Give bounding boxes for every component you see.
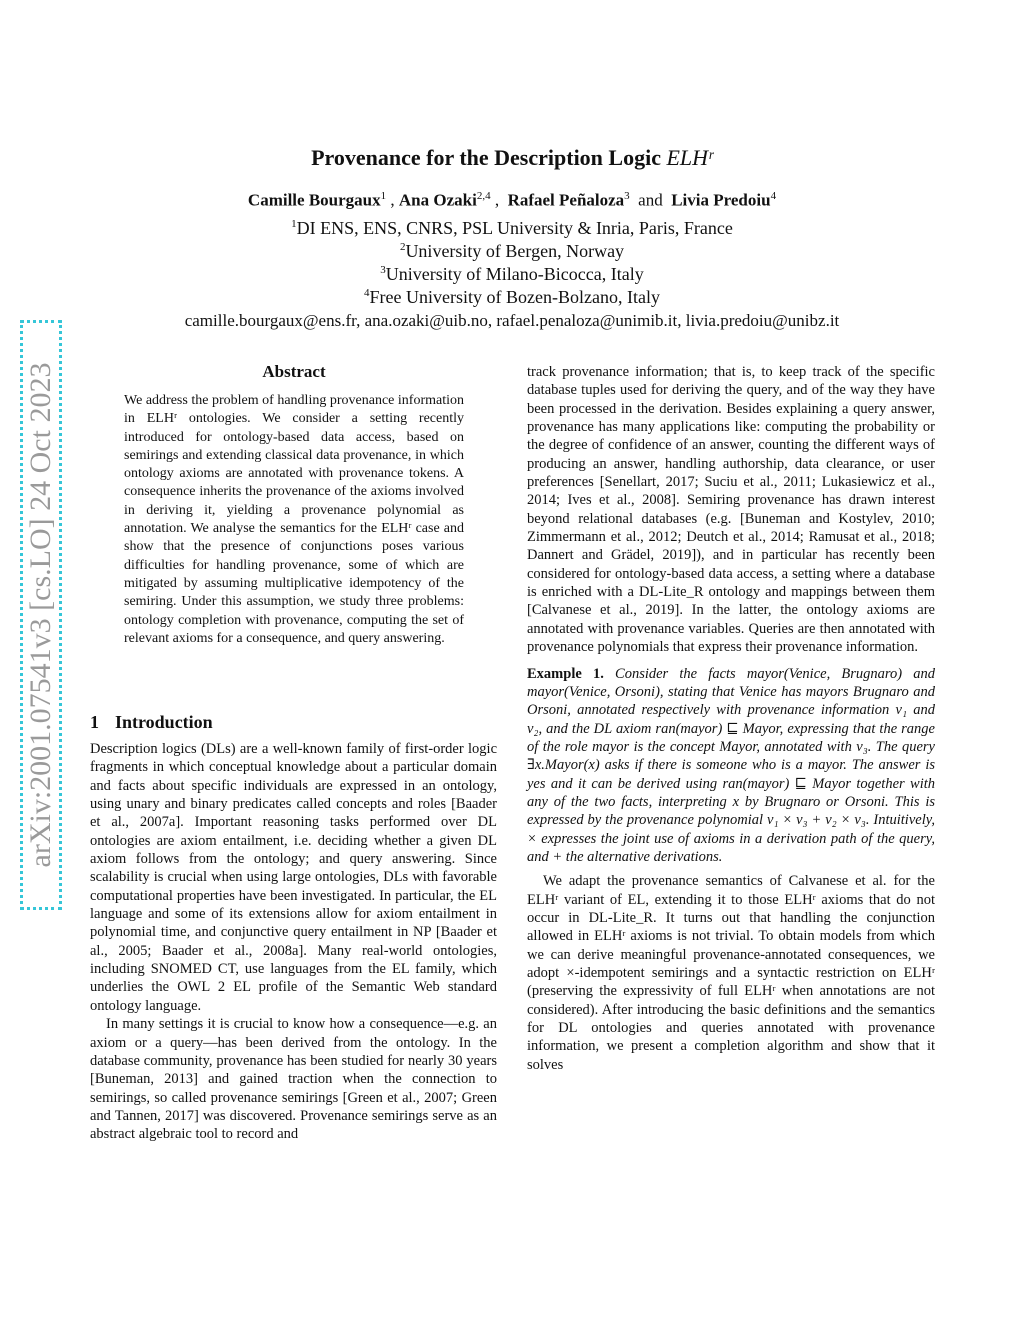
affiliation-sup: 4: [364, 287, 370, 299]
author-name: Livia Predoiu: [671, 190, 771, 210]
author-list: [0, 190, 1024, 211]
paragraph: In many settings it is crucial to know how a consequence—e.g. an axiom or a query—has been derived from the ontology. In the database community, provenance has been studied for nearly 30 years [Buneman, 2013] and gained traction when the connection to semirings, so called provenance semirings [Green et al., 2007; Green and Tannen, 2017] was discovered. Provenance semirings serve as an abstract algebraic tool to record and: [90, 1016, 497, 1143]
right-column: [527, 363, 935, 1074]
left-column: [90, 740, 497, 1144]
paragraph: We adapt the provenance semantics of Calvanese et al. for the ELHʳ variant of EL, extending it to those ELHʳ axioms that do not occur in DL-Lite_R. It turns out that handling the conjunction allowed in ELHʳ axioms is not trivial. To obtain models from which we can derive meaningful provenance-annotated consequences, we adopt ×-idempotent semirings and a syntactic restriction on ELHʳ (preserving the expressivity of full ELHʳ when annotations are not considered). After introducing the basic definitions and the semantics for DL ontologies and queries annotated with provenance information, we present a completion algorithm and show that it solves: [527, 873, 935, 1073]
affiliation-text: DI ENS, ENS, CNRS, PSL University & Inria, Paris, France: [296, 218, 733, 238]
example-text: Consider the facts mayor(Venice, Brugnaro) and mayor(Venice, Orsoni), stating that Venice has mayors Brugnaro and Orsoni, annotated respectively with provenance information v₁ and v₂, and the DL axiom ran(mayor) ⊑ Mayor, expressing that the range of the role mayor is the concept Mayor, annotated with v₃. The query ∃x.Mayor(x) asks if there is someone who is a mayor. The answer is yes and it can be derived using ran(mayor) ⊑ Mayor together with any of the two facts, interpreting x by Brugnaro or Orsoni. This is expressed by the provenance polynomial v₁ × v₃ + v₂ × v₃. Intuitively, × expresses the joint use of axioms in a derivation path of the query, and + the alternative derivations.: [527, 665, 936, 865]
affiliation: [0, 264, 1024, 285]
abstract-heading: Abstract: [262, 362, 326, 381]
affiliation-text: University of Bergen, Norway: [405, 241, 625, 261]
title-logic: ELHʳ: [666, 145, 713, 170]
author-name: Rafael Peñaloza: [507, 190, 625, 210]
author-sup: 1: [380, 190, 387, 202]
author-sup: 4: [770, 190, 777, 202]
author-sup: 3: [624, 190, 630, 202]
author-emails: camille.bourgaux@ens.fr, ana.ozaki@uib.no, rafael.penaloza@unimib.it, livia.predoiu@unibz.it: [184, 311, 840, 330]
author-sup: 2,4: [476, 190, 491, 202]
arxiv-sidebar: [20, 320, 62, 910]
paragraph: Description logics (DLs) are a well-known family of first-order logic fragments in which conceptual knowledge about a particular domain and facts about specific individuals are expressed in an ontology, using unary and binary predicates called concepts and roles [Baader et al., 2007a]. Important reasoning tasks performed over DL ontologies are axiom entailment, i.e. deciding whether a given DL axiom follows from the ontology; and query answering. Since scalability is crucial when using large ontologies, DLs with favorable computational properties have been investigated. In particular, the EL language and some of its extensions allow for axiom entailment in polynomial time, and conjunctive query entailment in NP [Baader et al., 2005; Baader et al., 2008a]. Many real-world ontologies, including SNOMED CT, use languages from the EL family, which underlies the OWL 2 EL profile of the Semantic Web standard ontology language.: [90, 741, 497, 1014]
affiliation-sup: 2: [399, 241, 406, 253]
author-separator: ,: [386, 190, 399, 210]
section-number: 1: [90, 712, 99, 732]
affiliation-text: Free University of Bozen-Bolzano, Italy: [369, 287, 660, 307]
paragraph: track provenance information; that is, to keep track of the specific database tuples used for deriving the query, and of the way they have been processed in the derivation. Besides explaining a query answer, provenance has many applications like: computing the probability or the degree of confidence of an answer, counting the different ways of producing an answer, handling authorship, data clearance, or user preferences [Senellart, 2017; Suciu et al., 2011; Lukasiewicz et al., 2014; Ives et al., 2008]. Semiring provenance has drawn interest beyond relational databases (e.g. [Buneman and Kostylev, 2010; Zimmermann et al., 2012; Deutch et al., 2014; Ramusat et al., 2018; Dannert and Grädel, 2019]), and in particular has recently been considered for ontology-based data access, a setting where a database is enriched with a DL-Lite_R ontology and mappings between them [Calvanese et al., 2019]. In the latter, the ontology axioms are annotated with provenance variables. Queries are then annotated with provenance polynomials that express their provenance information.: [527, 364, 935, 656]
author-name: Camille Bourgaux: [247, 190, 381, 210]
abstract-body: We address the problem of handling provenance information in ELHʳ ontologies. We consider a setting recently introduced for ontology-based data access, based on semirings and extending classical data provenance, in which ontology axioms are annotated with provenance tokens. A consequence inherits the provenance of the axioms involved in deriving it, yielding a provenance polynomial as annotation. We analyse the semantics for the ELHʳ case and show that the presence of conjunctions poses various difficulties for handling provenance, some of which are mitigated by assuming multiplicative idempotency of the semiring. Under this assumption, we study three problems: ontology completion with provenance, computing the set of relevant axioms for a consequence, and query answering.: [124, 393, 464, 646]
affiliation-text: University of Milano-Bicocca, Italy: [385, 264, 644, 284]
example-label: Example 1.: [527, 665, 604, 682]
author-separator: ,: [490, 190, 508, 210]
affiliation: [0, 218, 1024, 239]
affiliation: [0, 241, 1024, 262]
title-text: Provenance for the Description Logic: [311, 145, 667, 170]
paper-title: [0, 145, 1024, 171]
affiliation: [0, 287, 1024, 308]
section-title: Introduction: [115, 712, 213, 732]
section-heading: [90, 712, 213, 733]
author-separator: and: [629, 190, 672, 210]
example-block: [527, 665, 935, 867]
affiliation-sup: 3: [380, 264, 386, 276]
affiliation-sup: 1: [291, 218, 297, 230]
arxiv-identifier: arXiv:2001.07541v3 [cs.LO] 24 Oct 2023: [24, 362, 57, 868]
author-name: Ana Ozaki: [398, 190, 477, 210]
